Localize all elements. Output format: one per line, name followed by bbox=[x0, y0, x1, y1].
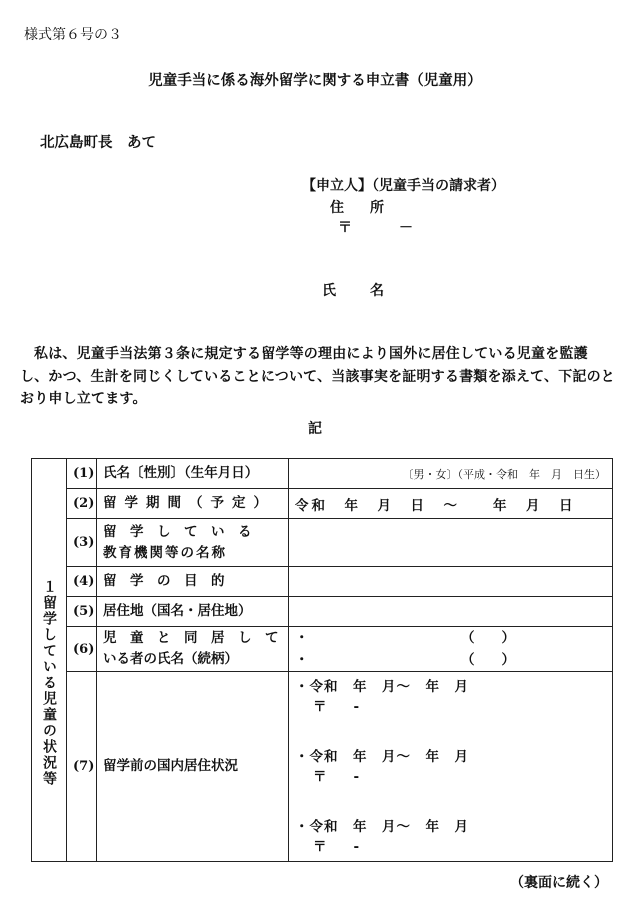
bullet: ・ bbox=[295, 652, 309, 668]
cohabitant-line bbox=[295, 627, 515, 649]
residence-postal: 〒 - bbox=[313, 698, 360, 715]
relationship-paren: （ ） bbox=[461, 630, 515, 646]
postal-mark: 〒 bbox=[338, 220, 352, 236]
residence-postal: 〒 - bbox=[313, 838, 360, 855]
institution-name-field[interactable] bbox=[289, 519, 613, 567]
residence-postal: 〒 - bbox=[313, 768, 360, 785]
ki-heading: 記 bbox=[308, 421, 322, 437]
row-number: (6) bbox=[67, 627, 97, 672]
table-row bbox=[32, 627, 613, 672]
addressee: 北広島町長 あて bbox=[40, 134, 156, 151]
row-label: 留学期間（予定） bbox=[97, 489, 289, 519]
table-row bbox=[32, 519, 613, 567]
form-number: 様式第６号の３ bbox=[24, 27, 122, 43]
residence-period: ・令和 年 月～ 年 月 bbox=[295, 818, 469, 835]
row-label-line: 児 童 と 同 居 し て bbox=[103, 630, 279, 646]
prior-residence-field[interactable] bbox=[289, 672, 613, 862]
table-row bbox=[32, 567, 613, 597]
row-label: 居住地（国名・居住地） bbox=[97, 597, 289, 627]
row-label-line: 教育機関等の名称 bbox=[103, 544, 227, 561]
table-row bbox=[32, 489, 613, 519]
cohabitant-line bbox=[295, 649, 515, 671]
residence-field[interactable] bbox=[289, 597, 613, 627]
applicant-heading: 【申立人】（児童手当の請求者） bbox=[302, 178, 505, 194]
table-row bbox=[32, 459, 613, 489]
row-label-line: 留 学 し て い る bbox=[103, 523, 252, 540]
row-number: (5) bbox=[67, 597, 97, 627]
address-label: 住 所 bbox=[330, 200, 390, 216]
postal-dash: － bbox=[399, 220, 413, 236]
row-number: (4) bbox=[67, 567, 97, 597]
row-number: (1) bbox=[67, 459, 97, 489]
child-status-table bbox=[31, 458, 613, 862]
residence-entry bbox=[295, 747, 606, 787]
cohabitant-field[interactable] bbox=[289, 627, 613, 672]
study-period-field[interactable]: 令和 年 月 日 ～ 年 月 日 bbox=[289, 489, 613, 519]
relationship-paren: （ ） bbox=[461, 652, 515, 668]
residence-entry bbox=[295, 677, 606, 717]
residence-period: ・令和 年 月～ 年 月 bbox=[295, 748, 469, 765]
residence-period: ・令和 年 月～ 年 月 bbox=[295, 678, 469, 695]
row-number: (7) bbox=[67, 672, 97, 862]
document-title: 児童手当に係る海外留学に関する申立書（児童用） bbox=[148, 72, 482, 89]
continued-note: （裏面に続く） bbox=[510, 875, 608, 891]
row-label bbox=[97, 627, 289, 672]
study-purpose-field[interactable] bbox=[289, 567, 613, 597]
bullet: ・ bbox=[295, 630, 309, 646]
row-label: 留学前の国内居住状況 bbox=[97, 672, 289, 862]
section-label: １留学している児童の状況等 bbox=[41, 579, 57, 787]
residence-entry bbox=[295, 817, 606, 857]
declaration-statement: 私は、児童手当法第３条に規定する留学等の理由により国外に居住している児童を監護し、かつ、生計を同じくしていることについて、当該事実を証明する書類を添えて、下記のとおり申し立てます。 bbox=[20, 346, 615, 407]
row-label: 留 学 の 目 的 bbox=[97, 567, 289, 597]
row-label: 氏名〔性別〕（生年月日） bbox=[97, 459, 289, 489]
name-gender-dob-field[interactable]: 〔男・女〕（平成・令和 年 月 日生） bbox=[289, 459, 613, 489]
row-label bbox=[97, 519, 289, 567]
section-label-cell bbox=[32, 459, 67, 862]
applicant-name-label: 氏 名 bbox=[322, 283, 394, 299]
table-row bbox=[32, 597, 613, 627]
table-row bbox=[32, 672, 613, 862]
row-label-line: いる者の氏名（続柄） bbox=[103, 651, 238, 667]
row-number: (3) bbox=[67, 519, 97, 567]
row-number: (2) bbox=[67, 489, 97, 519]
